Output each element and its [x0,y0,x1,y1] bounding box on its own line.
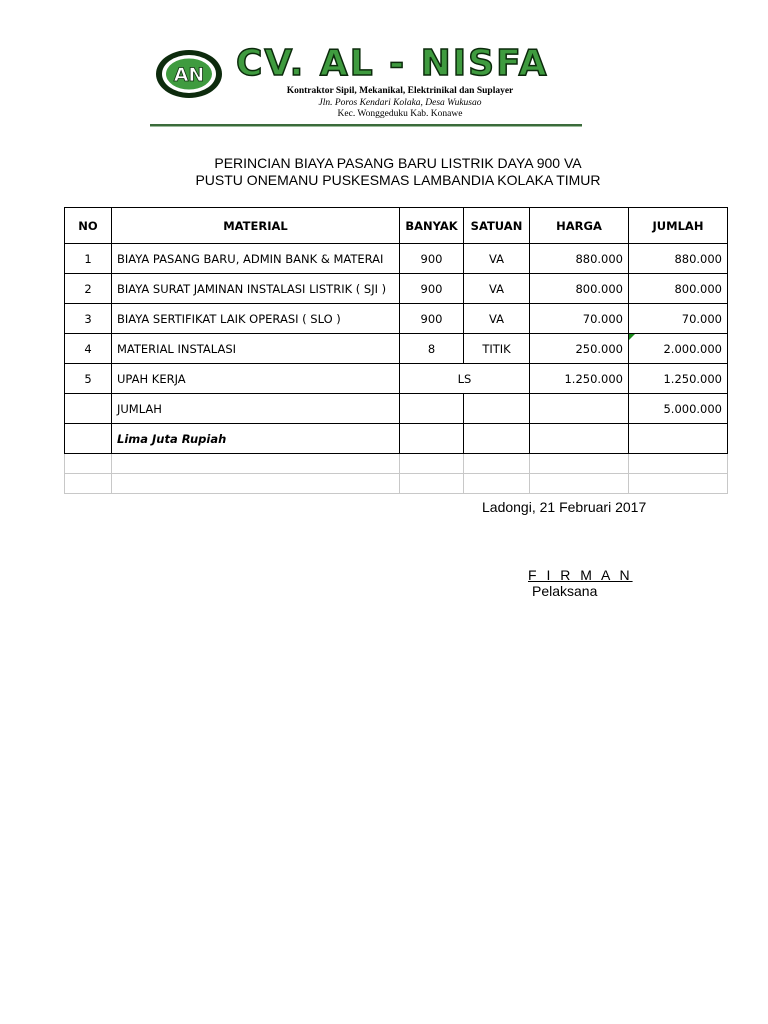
cost-breakdown-table [64,207,728,494]
cell-material: UPAH KERJA [112,364,400,394]
table-row [65,274,728,304]
cell-empty [400,424,464,454]
cell-empty [65,394,112,424]
document-subtitle: PUSTU ONEMANU PUSKESMAS LAMBANDIA KOLAKA TIMUR [195,172,601,188]
cell-no: 3 [65,304,112,334]
company-district: Kec. Wonggeduku Kab. Konawe [337,109,463,119]
letterhead-divider [150,124,582,127]
cell-satuan: VA [464,244,530,274]
cell-jumlah: 2.000.000 [629,334,728,364]
cell-banyak-satuan: LS [400,364,530,394]
empty-grid-row [65,474,728,494]
cell-material: BIAYA PASANG BARU, ADMIN BANK & MATERAI [112,244,400,274]
company-logo [154,48,224,100]
table-row [65,334,728,364]
cell-material: BIAYA SERTIFIKAT LAIK OPERASI ( SLO ) [112,304,400,334]
signer-role: Pelaksana [532,583,598,599]
cell-harga: 880.000 [530,244,629,274]
company-tagline: Kontraktor Sipil, Mekanikal, Elektrinikal dan Suplayer [286,86,514,96]
logo-text: AN [173,64,205,86]
place-and-date: Ladongi, 21 Februari 2017 [482,499,647,515]
cell-banyak: 900 [400,244,464,274]
cell-no: 1 [65,244,112,274]
header-jumlah: JUMLAH [629,208,728,244]
cell-satuan: TITIK [464,334,530,364]
table-row [65,244,728,274]
cell-banyak: 8 [400,334,464,364]
cell-banyak: 900 [400,304,464,334]
header-banyak: BANYAK [400,208,464,244]
signer-name: F I R M A N [528,567,633,583]
empty-grid-row [65,454,728,474]
cell-satuan: VA [464,274,530,304]
cell-empty [530,424,629,454]
cell-harga: 1.250.000 [530,364,629,394]
total-row [65,394,728,424]
amount-in-words-row [65,424,728,454]
total-value: 5.000.000 [629,394,728,424]
cell-empty [629,424,728,454]
document-title: PERINCIAN BIAYA PASANG BARU LISTRIK DAYA 900 VA [214,155,582,171]
cell-empty [65,424,112,454]
cell-jumlah: 880.000 [629,244,728,274]
table-header-row [65,208,728,244]
company-address: Jln. Poros Kendari Kolaka, Desa Wukusao [318,98,482,108]
cell-harga: 800.000 [530,274,629,304]
cell-material: MATERIAL INSTALASI [112,334,400,364]
header-no: NO [65,208,112,244]
cell-empty [400,394,464,424]
amount-in-words: Lima Juta Rupiah [112,424,400,454]
cell-banyak: 900 [400,274,464,304]
cell-jumlah: 70.000 [629,304,728,334]
cell-jumlah: 1.250.000 [629,364,728,394]
table-row [65,364,728,394]
cell-empty [530,394,629,424]
cell-satuan: VA [464,304,530,334]
header-satuan: SATUAN [464,208,530,244]
cell-empty [464,394,530,424]
total-label: JUMLAH [112,394,400,424]
table-row [65,304,728,334]
cell-no: 5 [65,364,112,394]
cell-jumlah: 800.000 [629,274,728,304]
company-name: CV. AL - NISFA [236,43,549,84]
header-material: MATERIAL [112,208,400,244]
cell-material: BIAYA SURAT JAMINAN INSTALASI LISTRIK ( SJI ) [112,274,400,304]
header-harga: HARGA [530,208,629,244]
cell-no: 4 [65,334,112,364]
cell-no: 2 [65,274,112,304]
cell-harga: 250.000 [530,334,629,364]
cell-empty [464,424,530,454]
cell-harga: 70.000 [530,304,629,334]
